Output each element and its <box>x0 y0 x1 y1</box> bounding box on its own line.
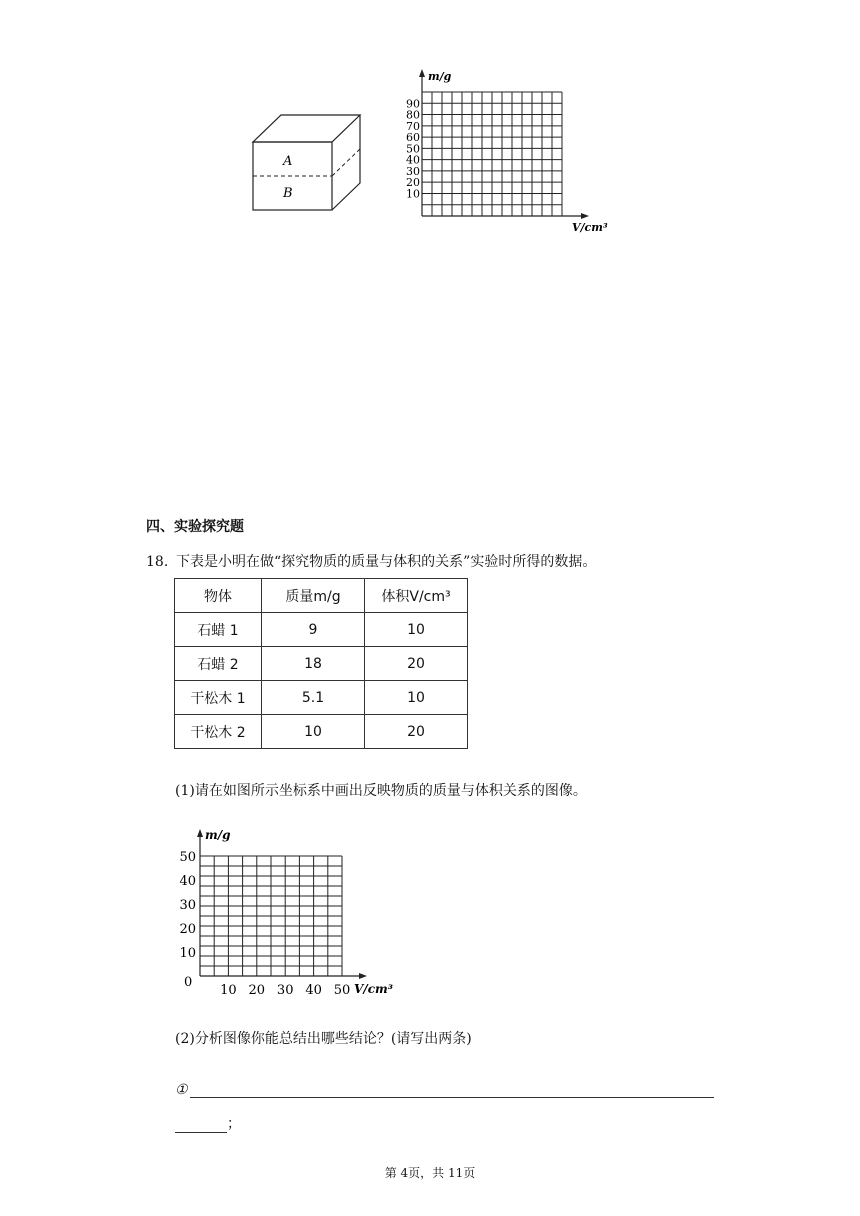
data-table <box>174 578 468 749</box>
bottom-x-tick-label: 20 <box>248 983 266 998</box>
top-y-tick-label: 50 <box>406 142 420 156</box>
cube-figure <box>250 110 365 215</box>
bottom-y-axis-label: m/g <box>205 828 231 842</box>
bottom-x-tick-label: 30 <box>276 983 294 998</box>
table-cell: 20 <box>365 647 468 681</box>
top-y-tick-label: 40 <box>406 153 420 167</box>
bottom-y-tick-label: 50 <box>179 850 196 865</box>
table-row <box>175 715 468 749</box>
bottom-y-tick-label: 20 <box>179 922 196 937</box>
top-y-axis-label: m/g <box>428 70 452 83</box>
table-header-row <box>175 579 468 613</box>
sub-question-1: (1)请在如图所示坐标系中画出反映物质的质量与体积关系的图像。 <box>175 783 587 799</box>
question-text: 下表是小明在做“探究物质的质量与体积的关系”实验时所得的数据。 <box>176 554 597 570</box>
bottom-grid-figure <box>176 826 398 998</box>
table-cell: 10 <box>262 715 365 749</box>
bottom-x-axis-label: V/cm³ <box>354 982 393 996</box>
question-number: 18. <box>146 554 169 570</box>
origin-label: 0 <box>184 975 193 990</box>
top-grid-figure <box>398 66 613 240</box>
table-cell: 5.1 <box>262 681 365 715</box>
top-y-tick-label: 60 <box>406 131 420 145</box>
bottom-y-tick-label: 10 <box>179 946 196 961</box>
answer-blank[interactable] <box>190 1083 714 1098</box>
sub-question-2: (2)分析图像你能总结出哪些结论？(请写出两条) <box>175 1031 472 1047</box>
table-header-cell: 质量m/g <box>262 579 365 613</box>
table-cell: 9 <box>262 613 365 647</box>
table-row <box>175 647 468 681</box>
answer-marker: ① <box>175 1082 188 1098</box>
table-cell: 20 <box>365 715 468 749</box>
answer-blank-end[interactable] <box>175 1118 227 1133</box>
table-cell: 石蜡 2 <box>175 647 262 681</box>
table-header-cell: 体积V/cm³ <box>365 579 468 613</box>
cube-label-a: A <box>283 154 293 169</box>
cube-label-b: B <box>283 186 293 201</box>
top-y-tick-label: 90 <box>406 97 420 111</box>
table-cell: 18 <box>262 647 365 681</box>
answer-line-2[interactable] <box>175 1113 241 1133</box>
bottom-x-tick-label: 40 <box>305 983 322 998</box>
table-cell: 10 <box>365 613 468 647</box>
answer-end-mark: ； <box>227 1116 241 1132</box>
table-cell: 干松木 2 <box>175 715 262 749</box>
answer-line-1[interactable] <box>175 1082 714 1098</box>
top-y-tick-label: 20 <box>406 176 420 190</box>
bottom-x-tick-label: 10 <box>220 983 237 998</box>
table-row <box>175 681 468 715</box>
section-title: 四、实验探究题 <box>146 519 244 535</box>
bottom-y-tick-label: 40 <box>179 874 196 889</box>
table-cell: 干松木 1 <box>175 681 262 715</box>
top-y-tick-label: 70 <box>406 119 420 133</box>
top-y-tick-label: 30 <box>406 164 420 178</box>
top-x-axis-label: V/cm³ <box>572 221 608 234</box>
table-row <box>175 613 468 647</box>
question-18 <box>146 551 596 571</box>
table-header-cell: 物体 <box>175 579 262 613</box>
bottom-x-tick-label: 50 <box>333 983 351 998</box>
page-footer: 第 4页，共 11页 <box>384 1166 476 1180</box>
table-cell: 10 <box>365 681 468 715</box>
top-y-tick-label: 10 <box>406 187 420 201</box>
bottom-y-tick-label: 30 <box>179 898 196 913</box>
top-y-tick-label: 80 <box>406 108 420 122</box>
table-cell: 石蜡 1 <box>175 613 262 647</box>
